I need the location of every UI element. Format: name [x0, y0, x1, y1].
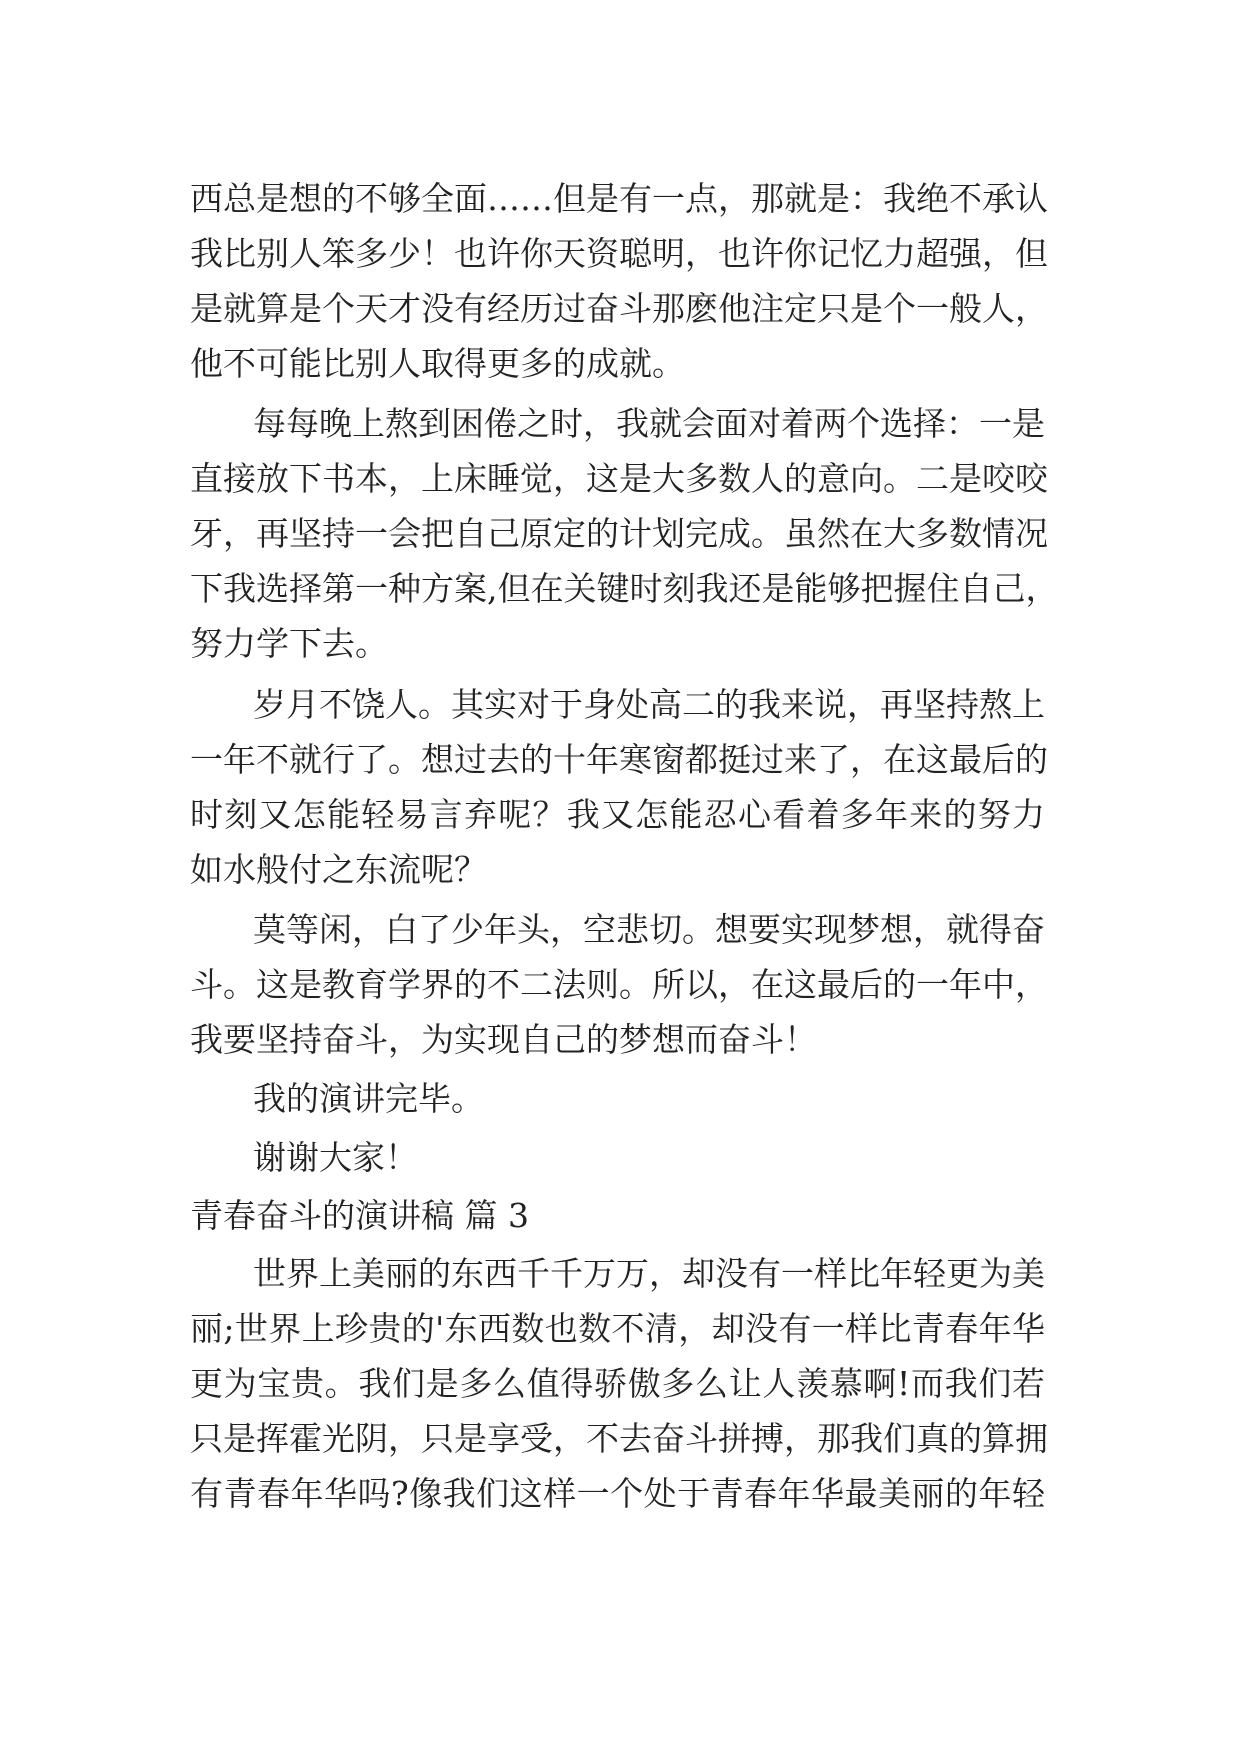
section-heading: 青春奋斗的演讲稿 篇 3 [190, 1196, 529, 1235]
text-line: 西总是想的不够全面……但是有一点，那就是：我绝不承认 [190, 179, 1048, 218]
text-line: 一年不就行了。想过去的十年寒窗都挺过来了，在这最后的 [190, 740, 1048, 779]
text-line: 只是挥霍光阴，只是享受，不去奋斗拼搏，那我们真的算拥 [190, 1419, 1048, 1458]
text-line: 下我选择第一种方案,但在关键时刻我还是能够把握住自己， [190, 569, 1059, 608]
text-line: 斗。这是教育学界的不二法则。所以，在这最后的一年中， [190, 965, 1048, 1004]
text-line: 我比别人笨多少！也许你天资聪明，也许你记忆力超强，但 [190, 234, 1048, 273]
text-line: 丽;世界上珍贵的'东西数也数不清，却没有一样比青春年华 [190, 1309, 1045, 1348]
text-line: 每每晚上熬到困倦之时，我就会面对着两个选择：一是 [253, 404, 1045, 443]
text-line: 是就算是个天才没有经历过奋斗那麽他注定只是个一般人， [190, 289, 1048, 328]
text-line: 有青春年华吗?像我们这样一个处于青春年华最美丽的年轻 [190, 1474, 1045, 1513]
text-line: 努力学下去。 [190, 624, 388, 663]
text-line: 我的演讲完毕。 [253, 1079, 484, 1118]
text-line: 岁月不饶人。其实对于身处高二的我来说，再坚持熬上 [253, 685, 1045, 724]
text-line: 莫等闲，白了少年头，空悲切。想要实现梦想，就得奋 [253, 910, 1045, 949]
text-line: 我要坚持奋斗，为实现自己的梦想而奋斗！ [190, 1020, 817, 1059]
text-line: 时刻又怎能轻易言弃呢？我又怎能忍心看着多年来的努力 [190, 795, 1045, 834]
text-line: 谢谢大家！ [253, 1138, 418, 1177]
text-line: 牙，再坚持一会把自己原定的计划完成。虽然在大多数情况 [190, 514, 1048, 553]
text-line: 直接放下书本，上床睡觉，这是大多数人的意向。二是咬咬 [190, 459, 1048, 498]
text-line: 世界上美丽的东西千千万万，却没有一样比年轻更为美 [253, 1254, 1045, 1293]
text-line: 更为宝贵。我们是多么值得骄傲多么让人羡慕啊!而我们若 [190, 1364, 1045, 1403]
text-line: 他不可能比别人取得更多的成就。 [190, 344, 685, 383]
text-line: 如水般付之东流呢？ [190, 850, 487, 889]
